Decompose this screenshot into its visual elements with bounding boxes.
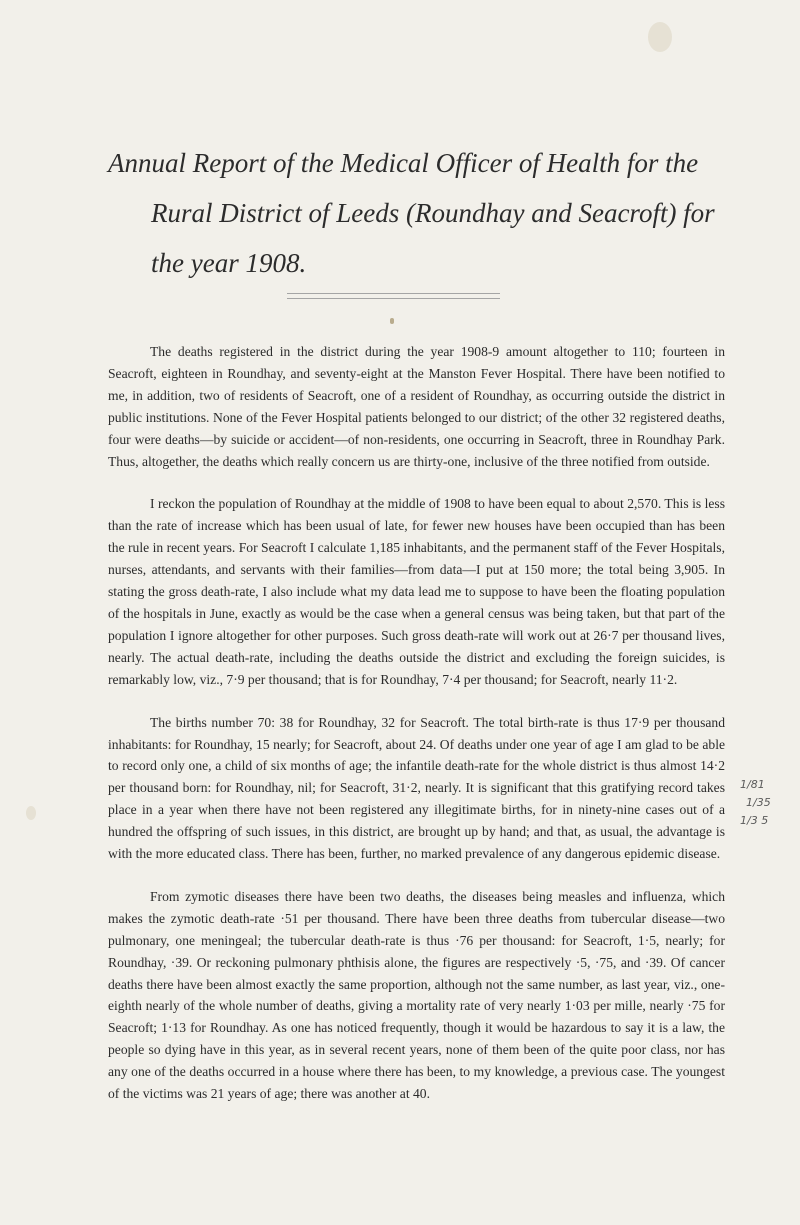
ornament-dot <box>390 318 394 324</box>
paragraph-deaths: The deaths registered in the district during the year 1908-9 amount altogether to 110; fourteen in Seacroft, eighteen in Roundhay, and seventy-eight at the Manston Fever Hospital. There have been notified to me, in addition, two of residents of Seacroft, one of a resident of Roundhay, as occurring outside the district in public institutions. None of the Fever Hospital patients belonged to our district; of the other 32 registered deaths, four were deaths—by suicide or accident—of non-residents, one occurring in Seacroft, three in Roundhay Park. Thus, altogether, the deaths which really concern us are thirty-one, inclusive of the three notified from outside. <box>108 344 725 469</box>
margin-note-line: 1/3 5 <box>740 814 769 827</box>
title-line-2: Rural District of Leeds (Roundhay and Seacroft) for <box>151 198 715 228</box>
title-line-1: Annual Report of the Medical Officer of Health for the <box>108 148 699 178</box>
paragraph-births: The births number 70: 38 for Roundhay, 32 for Seacroft. The total birth-rate is thus 17·9 per thousand inhabitants: for Roundhay, 15 nearly; for Seacroft, about 24. Of deaths under one year of age I am glad to be able to record only one, a child of six months of age; the infantile death-rate for the whole district is thus almost 14·2 per thousand born: for Roundhay, nil; for Seacroft, 31·2, nearly. It is significant that this gratifying record takes place in a year when there have not been registered any illegitimate births, for in ninety-nine cases out of a hundred the offspring of such issues, in this district, are brought up by hand; and that, as usual, the advantage is with the more educated class. There has been, further, no marked prevalence of any dangerous epidemic disease. <box>108 714 725 862</box>
paper-stain <box>26 806 36 820</box>
paragraph-population: I reckon the population of Roundhay at the middle of 1908 to have been equal to about 2,570. This is less than the rate of increase which has been usual of late, for fewer new houses have been occupied than has been the rule in recent years. For Seacroft I calculate 1,185 inhabitants, and the permanent staff of the Fever Hospitals, nurses, attendants, and servants with their families—from data—I put at 150 more; the total being 3,905. In stating the gross death-rate, I also include what my data lead me to suppose to have been the floating population of the hospitals in June, exactly as would be the case when a general census was being taken, but that part of the population I ignore altogether for other purposes. Such gross death-rate will work out at 26·7 per thousand lives, nearly. The actual death-rate, including the deaths outside the district and excluding the foreign suicides, is remarkably low, viz., 7·9 per thousand; that is for Roundhay, 7·4 per thousand; for Seacroft, nearly 11·2. <box>108 496 725 687</box>
report-title <box>108 138 748 288</box>
margin-note-line: 1/81 <box>740 778 765 791</box>
title-line-3: the year 1908. <box>151 248 307 278</box>
handwritten-margin-note <box>740 778 790 838</box>
paragraph-zymotic-diseases: From zymotic diseases there have been two deaths, the diseases being measles and influenza, which makes the zymotic death-rate ·51 per thousand. There have been three deaths from tubercular disease—two pulmonary, one meningeal; the tubercular death-rate is thus ·76 per thousand: for Seacroft, 1·5, nearly; for Roundhay, ·39. Or reckoning pulmonary phthisis alone, the figures are respectively ·5, ·75, and ·39. Of cancer deaths there have been almost exactly the same proportion, although not the same number, as last year, viz., one-eighth nearly of the whole number of deaths, giving a mortality rate of very nearly 1·03 per mille, nearly ·75 for Seacroft; 1·13 for Roundhay. As one has noticed frequently, though it would be hazardous to say it is a law, the people so dying have in this year, as in several recent years, none of them been of the quite poor class, nor has any one of the deaths occurred in a house where there has been, to my knowledge, a previous case. The youngest of the victims was 21 years of age; there was another at 40. <box>108 888 725 1102</box>
report-body <box>108 341 725 1126</box>
paper-stain <box>648 22 672 52</box>
margin-note-line: 1/35 <box>746 796 771 809</box>
double-rule-divider <box>287 293 500 299</box>
